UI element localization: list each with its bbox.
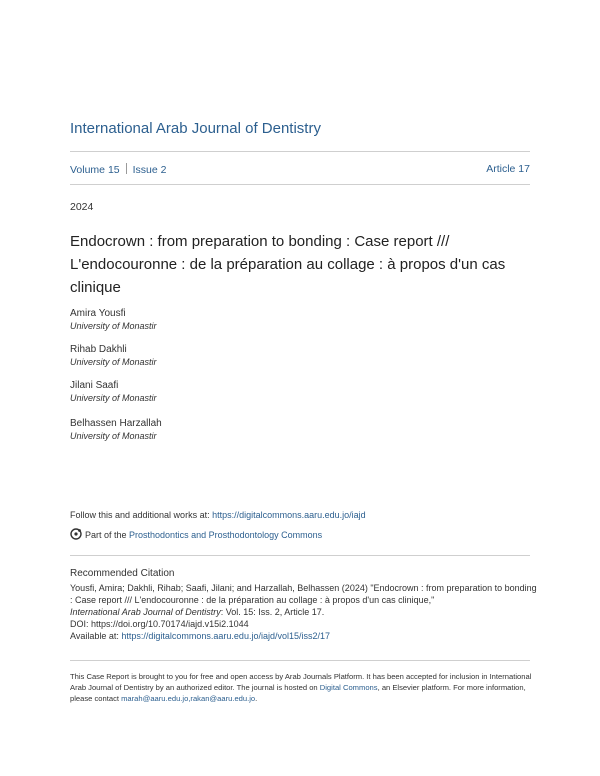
divider-citation — [70, 555, 530, 556]
author-affiliation: University of Monastir — [70, 431, 157, 441]
citation-doi: DOI: https://doi.org/10.70174/iajd.v15i2.1044 — [70, 619, 249, 629]
publication-year: 2024 — [70, 201, 94, 213]
contact-email-link[interactable]: marah@aaru.edu.jo,rakan@aaru.edu.jo — [121, 694, 256, 703]
issue-info-row — [70, 163, 530, 176]
part-of-prefix: Part of the — [85, 530, 130, 540]
author-affiliation: University of Monastir — [70, 357, 157, 367]
separator — [126, 163, 127, 174]
author-block — [70, 417, 530, 442]
author-affiliation: University of Monastir — [70, 321, 157, 331]
citation-body: Yousfi, Amira; Dakhli, Rihab; Saafi, Jilani; and Harzallah, Belhassen (2024) "Endocrown : from preparation to bonding : Case report /// L'endocouronne : de la préparation au collage : à propos d'un cas clinique," — [70, 583, 537, 605]
divider-footer — [70, 660, 530, 661]
follow-works — [70, 510, 540, 520]
author-block — [70, 307, 530, 332]
article-number: Article 17 — [486, 163, 530, 175]
author-block — [70, 343, 530, 368]
author-name: Belhassen Harzallah — [70, 418, 162, 429]
journal-title[interactable]: International Arab Journal of Dentistry — [70, 120, 321, 137]
author-name: Rihab Dakhli — [70, 344, 127, 355]
available-prefix: Available at: — [70, 631, 122, 641]
access-notice — [70, 671, 540, 704]
article-title: Endocrown : from preparation to bonding : Case report /// L'endocouronne : de la préparation au collage : à propos d'un cas clinique — [70, 233, 506, 296]
citation-journal: International Arab Journal of Dentistry — [70, 607, 221, 617]
citation-volume: : Vol. 15: Iss. 2, Article 17. — [220, 607, 325, 617]
notice-text-3: . — [255, 694, 258, 703]
author-name: Jilani Saafi — [70, 380, 119, 391]
author-name: Amira Yousfi — [70, 308, 126, 319]
part-of-commons — [70, 528, 540, 540]
digital-commons-link[interactable]: Digital Commons — [319, 683, 378, 692]
commons-network-icon — [70, 528, 82, 540]
notice-text-2: , an Elsevier platform. For more information, please contact — [70, 683, 526, 703]
citation-text — [70, 582, 540, 642]
author-affiliation: University of Monastir — [70, 393, 157, 403]
volume-link[interactable]: Volume 15 — [70, 164, 120, 176]
divider-issue — [70, 184, 530, 185]
author-block — [70, 379, 530, 404]
citation-heading: Recommended Citation — [70, 568, 175, 579]
follow-prefix: Follow this and additional works at: — [70, 510, 213, 520]
article-url-link[interactable]: https://digitalcommons.aaru.edu.jo/iajd/vol15/iss2/17 — [121, 631, 330, 641]
issue-link[interactable]: Issue 2 — [132, 164, 167, 176]
divider-top — [70, 151, 530, 152]
commons-link[interactable]: Prosthodontics and Prosthodontology Commons — [129, 530, 323, 540]
notice-text-1: This Case Report is brought to you for free and open access by Arab Journals Platform. It has been accepted for inclusion in International Arab Journal of Dentistry by an authorized editor. The journal is hosted on — [70, 672, 532, 692]
repository-link[interactable]: https://digitalcommons.aaru.edu.jo/iajd — [212, 510, 366, 520]
